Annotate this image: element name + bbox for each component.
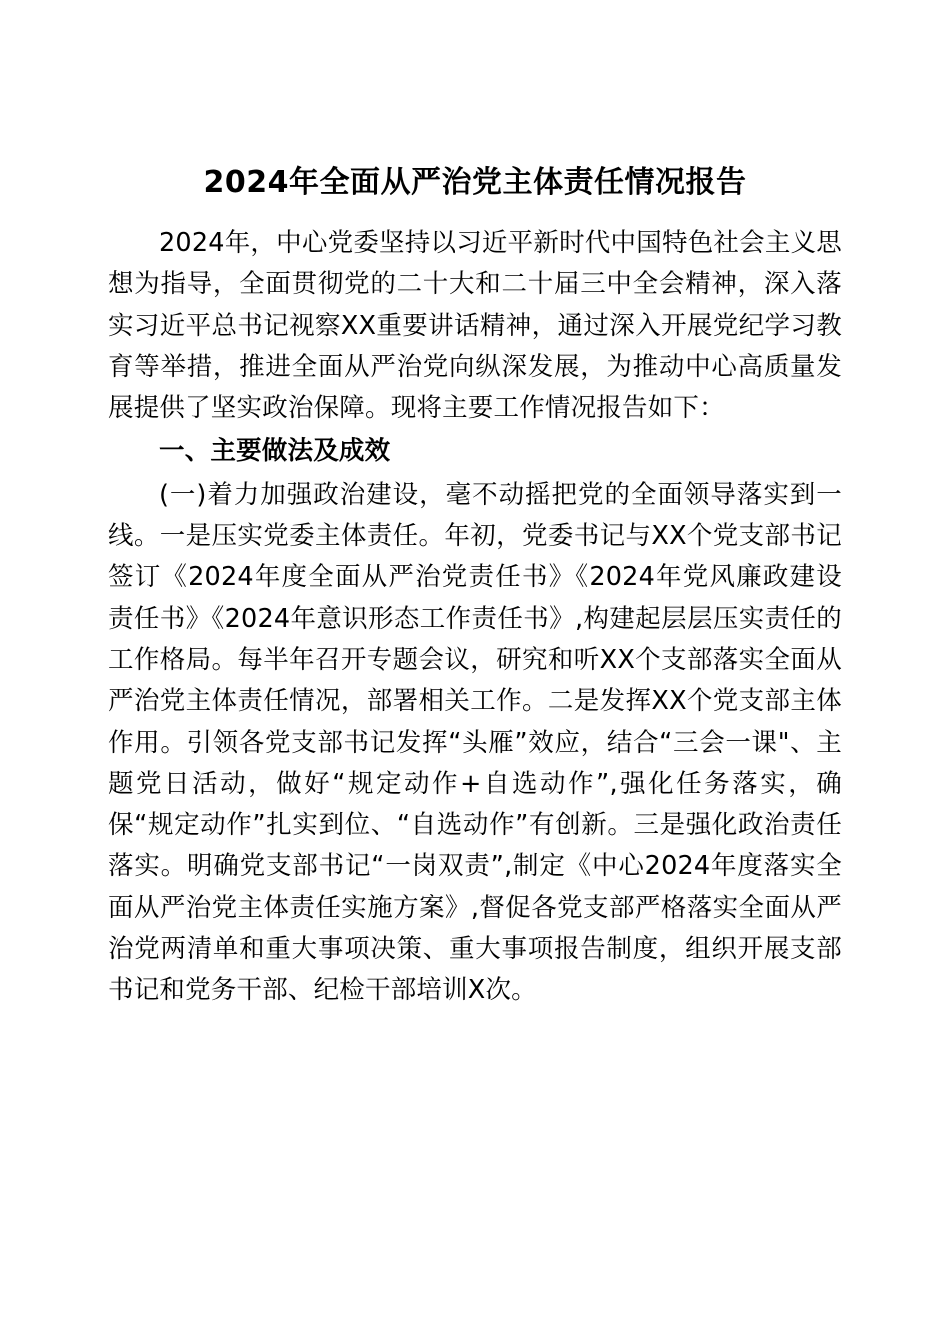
page-title: 2024年全面从严治党主体责任情况报告: [203, 165, 747, 200]
paragraph-intro: 2024年，中心党委坚持以习近平新时代中国特色社会主义思想为指导，全面贯彻党的二十大和二十届三中全会精神，深入落实习近平总书记视察XX重要讲话精神，通过深入开展党纪学习教育等举措，推进全面从严治党向纵深发展，为推动中心高质量发展提供了坚实政治保障。现将主要工作情况报告如下：: [108, 228, 842, 424]
paragraph-section-one: 一、主要做法及成效: [159, 436, 391, 467]
paragraph-subsection-one: (一)着力加强政治建设，毫不动摇把党的全面领导落实到一线。一是压实党委主体责任。年初，党委书记与XX个党支部书记签订《2024年度全面从严治党责任书》《2024年党风廉政建设责任书》《2024年意识形态工作责任书》,构建起层层压实责任的工作格局。每半年召开专题会议，研究和听XX个支部落实全面从严治党主体责任情况，部署相关工作。二是发挥XX个党支部主体作用。引领各党支部书记发挥“头雁”效应，结合“三会一课"、主题党日活动，做好“规定动作+自选动作”,强化任务落实，确保“规定动作”扎实到位、“自选动作”有创新。三是强化政治责任落实。明确党支部书记“一岗双责”,制定《中心2024年度落实全面从严治党主体责任实施方案》,督促各党支部严格落实全面从严治党两清单和重大事项决策、重大事项报告制度，组织开展支部书记和党务干部、纪检干部培训X次。: [108, 479, 842, 1006]
